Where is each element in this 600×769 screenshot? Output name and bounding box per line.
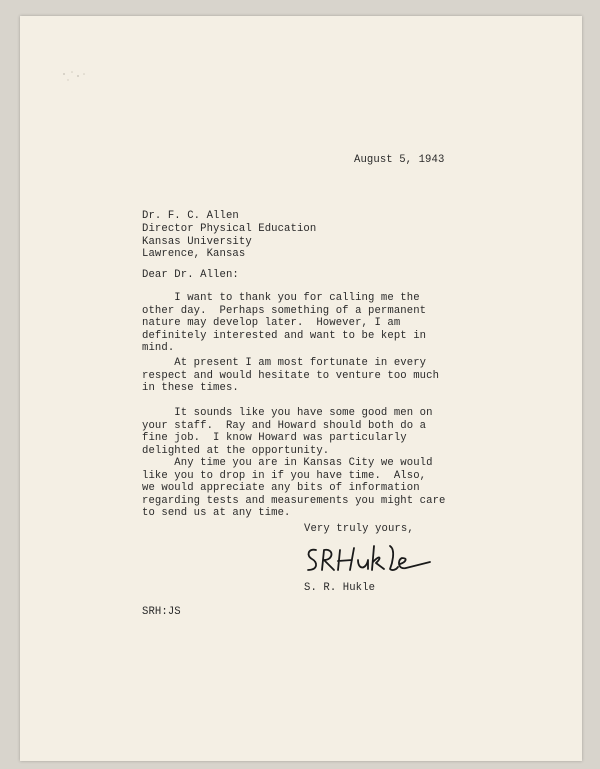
address-line: Lawrence, Kansas <box>142 248 246 261</box>
address-line: Kansas University <box>142 235 252 248</box>
closing: Very truly yours, <box>304 523 414 535</box>
body-paragraph: At present I am most fortunate in every respect and would hesitate to venture too much in these times. <box>142 357 440 395</box>
address-line: Director Physical Education <box>142 222 317 235</box>
body-paragraph: Any time you are in Kansas City we would like you to drop in if you have time. Also, we would appreciate any bits of information regarding tests and measurements you might care to send us at any time. <box>142 457 446 520</box>
letter-page <box>20 16 582 761</box>
address-line: Dr. F. C. Allen <box>142 210 239 222</box>
salutation: Dear Dr. Allen: <box>142 269 239 281</box>
body-paragraph: It sounds like you have some good men on your staff. Ray and Howard should both do a fine job. I know Howard was particularly delighted at the opportunity. <box>142 407 433 457</box>
signer-name: S. R. Hukle <box>304 582 376 594</box>
recipient-address-block <box>142 210 316 261</box>
paper-smudge-marks <box>54 62 114 92</box>
letter-date: August 5, 1943 <box>354 154 445 166</box>
handwritten-signature <box>302 540 452 580</box>
body-paragraph: I want to thank you for calling me the other day. Perhaps something of a permanent nature may develop later. However, I am definitely interested and want to be kept in mind. <box>142 292 427 355</box>
reference-initials: SRH:JS <box>142 606 181 618</box>
